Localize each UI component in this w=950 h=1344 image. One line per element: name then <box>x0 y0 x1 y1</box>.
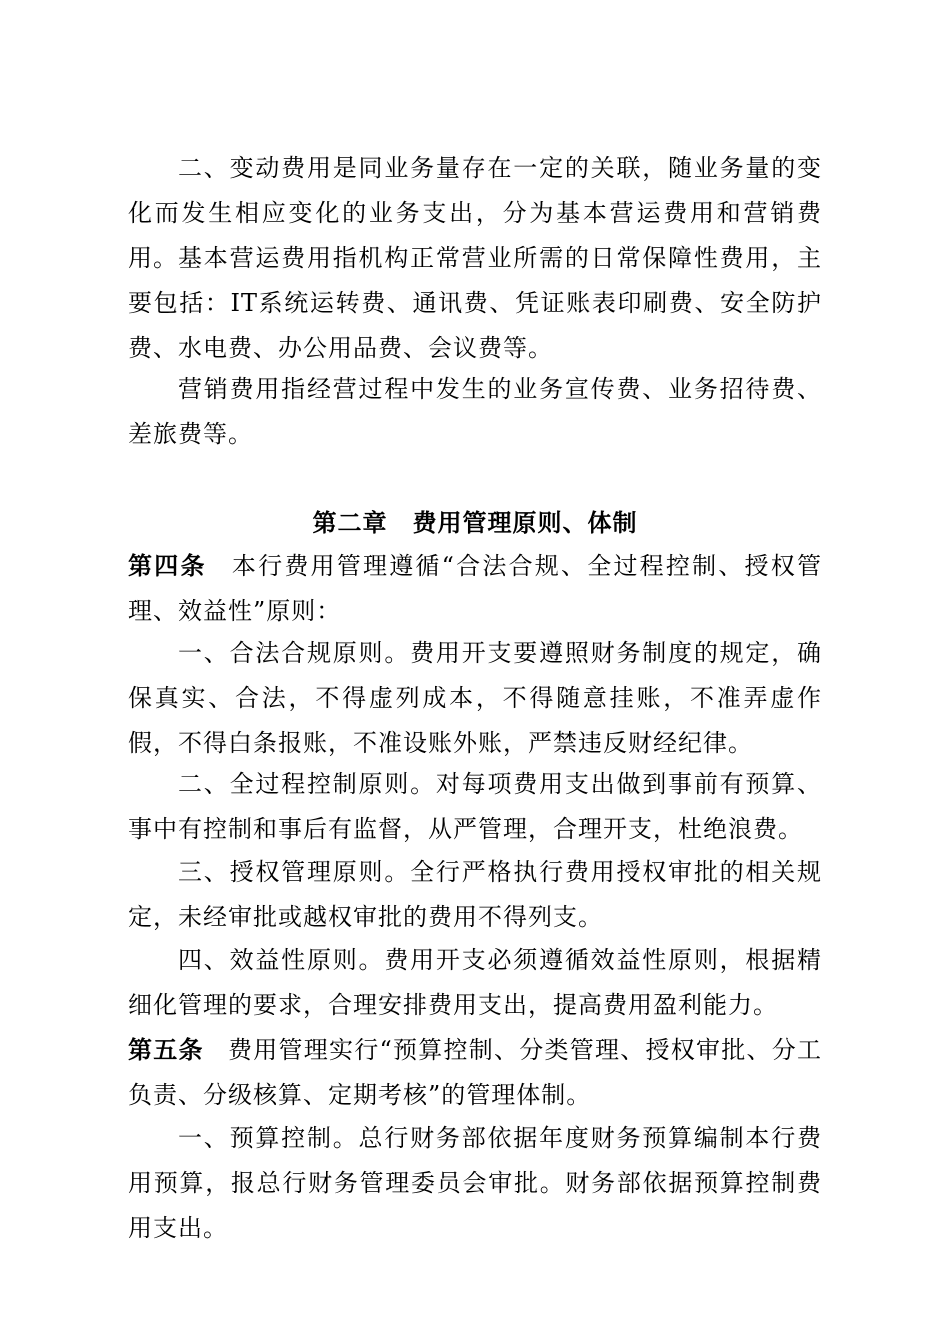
article-4-item-3: 三、授权管理原则。全行严格执行费用授权审批的相关规定，未经审批或越权审批的费用不得列支。 <box>128 858 822 931</box>
article-5-item-1: 一、预算控制。总行财务部依据年度财务预算编制本行费用预算，报总行财务管理委员会审批。财务部依据预算控制费用支出。 <box>128 1124 822 1242</box>
article-4-item-4: 四、效益性原则。费用开支必须遵循效益性原则，根据精细化管理的要求，合理安排费用支出，提高费用盈利能力。 <box>128 946 822 1019</box>
paragraph-basic-operating-costs: 基本营运费用指机构正常营业所需的日常保障性费用，主要包括：IT系统运转费、通讯费、凭证账表印刷费、安全防护费、水电费、办公用品费、会议费等。 <box>128 244 822 362</box>
article-4-label: 第四条 <box>128 551 207 580</box>
article-5-text: 费用管理实行“预算控制、分类管理、授权审批、分工负责、分级核算、定期考核”的管理体制。 <box>128 1036 822 1109</box>
article-5-label: 第五条 <box>128 1035 204 1064</box>
article-4-text: 本行费用管理遵循“合法合规、全过程控制、授权管理、效益性”原则： <box>128 552 822 625</box>
article-4-item-1: 一、合法合规原则。费用开支要遵照财务制度的规定，确保真实、合法，不得虚列成本，不得随意挂账，不准弄虚作假，不得白条报账，不准设账外账，严禁违反财经纪律。 <box>128 639 822 757</box>
article-4-intro <box>128 543 822 634</box>
chapter-title: 第二章 费用管理原则、体制 <box>312 508 638 537</box>
article-4-item-2: 二、全过程控制原则。对每项费用支出做到事前有预算、事中有控制和事后有监督，从严管理，合理开支，杜绝浪费。 <box>128 770 822 843</box>
article-5-intro <box>128 1027 822 1118</box>
paragraph-marketing-costs: 营销费用指经营过程中发生的业务宣传费、业务招待费、差旅费等。 <box>128 375 822 448</box>
paragraph-variable-costs: 二、变动费用是同业务量存在一定的关联，随业务量的变化而发生相应变化的业务支出，分为基本营运费用和营销费用。 <box>128 154 822 272</box>
